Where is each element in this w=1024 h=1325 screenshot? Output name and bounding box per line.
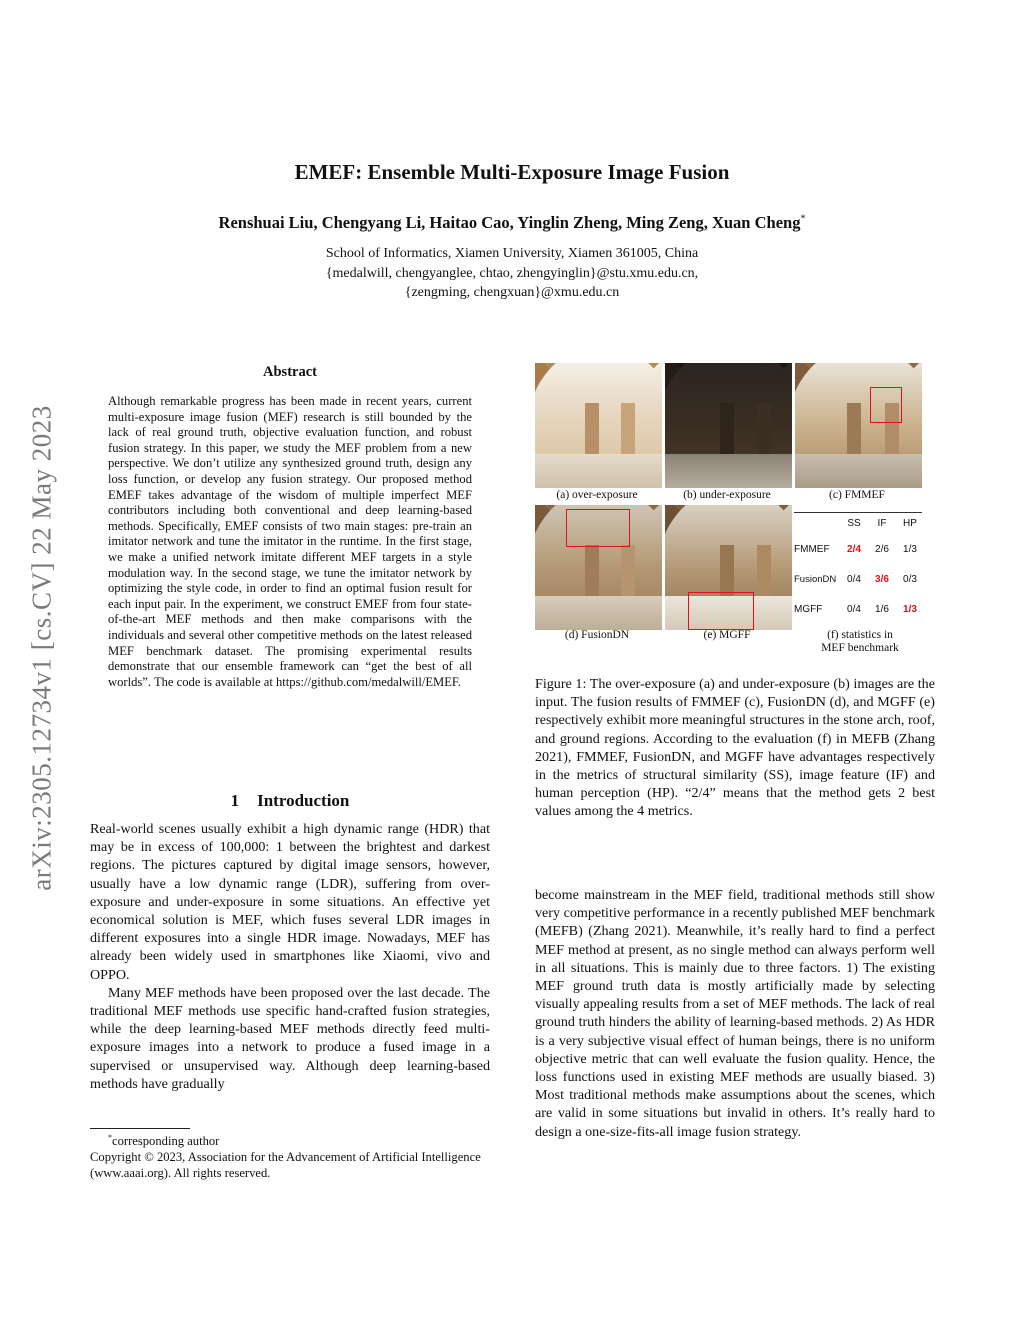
abstract-text: Although remarkable progress has been made in recent years, current multi-exposure image fusion (MEF) research is still bounded by the lack of real ground truth, objective evaluation function, and robust fusion strategy. In this paper, we study the MEF problem from a new perspective. We don’t utilize any synthesized ground truth, design any loss function, or develop any fusion strategy. Our proposed method EMEF takes advantage of the wisdom of multiple imperfect MEF contributors including both conventional and deep learning-based methods. Specifically, EMEF consists of two main stages: pre-train an imitator network and tune the imitator in the runtime. In the first stage, we make a unified network imitate different MEF targets in a style modulation way. In the second stage, we tune the imitator network by optimizing the style code, in order to find an optimal fusion result for each input pair. In the experiment, we construct EMEF from four state-of-the-art MEF methods and then make comparisons with the individuals and several other competitive methods on the latest released MEF benchmark dataset. The promising experimental results demonstrate that our ensemble framework can “get the best of all worlds”. The code is available at https://github.com/medalwill/EMEF.: [108, 394, 472, 689]
affiliation: School of Informatics, Xiamen University, Xiamen 361005, China: [325, 246, 699, 261]
section-heading: [90, 791, 490, 811]
figure-image-under-exposure: [665, 363, 792, 488]
stats-value: 2/6: [875, 543, 889, 555]
intro-right-column: [535, 886, 935, 1141]
stats-method: MGFF: [794, 603, 823, 615]
footnote-corresponding: [90, 1130, 490, 1149]
arxiv-stamp: [22, 348, 62, 948]
stats-row-mgff: [794, 594, 924, 624]
stats-method: FMMEF: [794, 543, 830, 555]
author-names: Renshuai Liu, Chengyang Li, Haitao Cao, Yinglin Zheng, Ming Zeng, Xuan Cheng: [218, 213, 801, 232]
stats-value: 0/3: [903, 573, 917, 585]
email-line-2: {zengming, chengxuan}@xmu.edu.cn: [404, 285, 620, 300]
stats-value: 0/4: [847, 603, 861, 615]
stats-method: FusionDN: [794, 573, 837, 585]
stats-value: 1/6: [875, 603, 889, 615]
footnote-rule: [90, 1128, 190, 1129]
subcaption-e: (e) MGFF: [703, 629, 751, 641]
footnote-corresponding-text: corresponding author: [112, 1134, 220, 1149]
paper-title: EMEF: Ensemble Multi-Exposure Image Fusion: [294, 160, 730, 184]
subcaption-f-line2: MEF benchmark: [821, 642, 899, 654]
stats-row-fmmef: [794, 534, 924, 564]
footnote: [90, 1130, 490, 1181]
stats-value: 2/4: [847, 543, 861, 555]
highlight-box: [566, 509, 630, 547]
stats-header-if: IF: [877, 517, 887, 529]
email-line-1: {medalwill, chengyanglee, chtao, zhengyinglin}@stu.xmu.edu.cn,: [325, 266, 699, 281]
highlight-box: [688, 592, 754, 630]
figure-image-mgff: [665, 505, 792, 630]
subcaption-f: [795, 629, 925, 655]
figure-image-fusiondn: [535, 505, 662, 630]
stats-header-row: [794, 512, 924, 534]
intro-paragraph-3: become mainstream in the MEF field, traditional methods still show very competitive performance in a recently published MEF benchmark (MEFB) (Zhang 2021). Meanwhile, it’s really hard to find a perfect MEF method at present, as no single method can always perform well in all situations. This is mainly due to three factors. 1) The existing MEF ground truth data is mostly artificially made by selecting visually appealing results from a set of MEF methods. The lack of real ground truth hinders the ability of learning-based methods. 2) As HDR is a very subjective visual effect of human beings, there is no uniform objective metric that can well evaluate the fusion quality. Hence, the loss functions used in existing MEF methods are usually biased. 3) Most traditional methods make assumptions about the scenes, which are valid in some situations but invalid in others. It’s really hard to design a one-size-fits-all image fusion strategy.: [535, 887, 935, 1140]
author-list: [0, 213, 1024, 233]
abstract-heading: Abstract: [263, 364, 317, 380]
stats-value: 1/3: [903, 603, 917, 615]
footnote-mark: *: [108, 1133, 112, 1142]
stats-row-fusiondn: [794, 564, 924, 594]
subcaption-d: (d) FusionDN: [564, 629, 630, 641]
intro-left-column: [90, 820, 490, 1093]
figure-caption: Figure 1: The over-exposure (a) and under-exposure (b) images are the input. The fusion results of FMMEF (c), FusionDN (d), and MGFF (e) respectively exhibit more meaningful structures in the stone arch, roof, and ground regions. According to the evaluation (f) in MEFB (Zhang 2021), FMMEF, FusionDN, and MGFF have advantages respectively in the metrics of structural similarity (SS), image feature (IF) and human perception (HP). “2/4” means that the method gets 2 best values among the 4 metrics.: [535, 676, 935, 820]
stats-header-hp: HP: [903, 517, 917, 529]
section-number: 1: [230, 791, 240, 810]
subcaption-a: (a) over-exposure: [556, 489, 638, 501]
corresponding-mark: *: [800, 213, 806, 225]
stats-header-ss: SS: [847, 517, 861, 529]
section-title: Introduction: [257, 791, 350, 810]
stats-value: 3/6: [875, 573, 889, 585]
intro-paragraph-1: Real-world scenes usually exhibit a high dynamic range (HDR) that may be in excess of 100,000: 1 between the brightest and darkest regions. The pictures captured by digital image sensors, however, usually have a low dynamic range (LDR), suffering from over-exposure and under-exposure in some situations. An effective yet economical solution is MEF, which fuses several LDR images in different exposures into a single HDR image. Nowadays, MEF has already been widely used in smartphones like Xiaomi, vivo and OPPO.: [90, 821, 490, 983]
stats-table: [794, 512, 924, 624]
highlight-box: [870, 387, 902, 423]
subcaption-f-line1: (f) statistics in: [827, 629, 893, 641]
figure-image-fmmef: [795, 363, 922, 488]
stats-value: 1/3: [903, 543, 917, 555]
subcaption-b: (b) under-exposure: [683, 489, 771, 501]
intro-paragraph-2: Many MEF methods have been proposed over the last decade. The traditional MEF methods use specific hand-crafted fusion strategies, while the deep learning-based MEF methods directly feed multi-exposure images into a network to produce a fused image in a supervised or unsupervised way. Although deep learning-based methods have gradually: [90, 984, 490, 1092]
subcaption-c: (c) FMMEF: [829, 489, 885, 501]
footnote-copyright: Copyright © 2023, Association for the Advancement of Artificial Intelligence (www.aaai.org). All rights reserved.: [90, 1150, 481, 1181]
figure-image-over-exposure: [535, 363, 662, 488]
arxiv-stamp-text: arXiv:2305.12734v1 [cs.CV] 22 May 2023: [26, 405, 57, 891]
stats-value: 0/4: [847, 573, 861, 585]
